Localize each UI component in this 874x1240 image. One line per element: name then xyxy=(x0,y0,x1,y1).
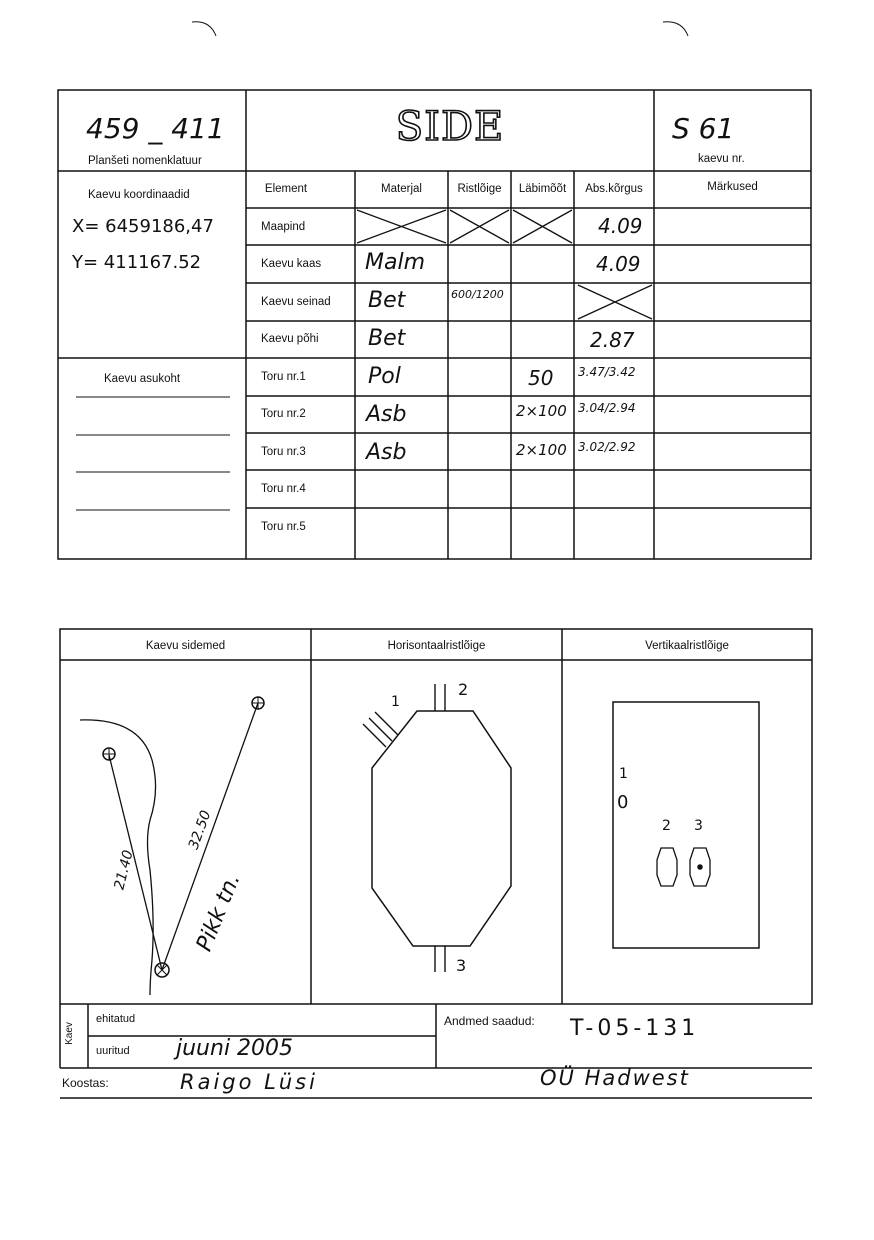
surveyed-value: juuni 2005 xyxy=(176,1036,294,1061)
panel-vertical-title: Vertikaalristlõige xyxy=(645,640,729,652)
cell-height: 3.04/2.94 xyxy=(578,401,636,415)
cell-diameter: 2×100 xyxy=(516,441,567,459)
cell-material: Bet xyxy=(368,326,406,351)
company-name: OÜ Hadwest xyxy=(540,1066,690,1090)
cell-material: Pol xyxy=(368,364,401,389)
pipe-label: 1 xyxy=(391,694,400,710)
cell-diameter: 50 xyxy=(528,366,554,390)
data-source-label: Andmed saadud: xyxy=(444,1014,535,1028)
well-number-label: kaevu nr. xyxy=(698,153,745,165)
row-label: Toru nr.1 xyxy=(261,371,306,383)
row-label: Kaevu põhi xyxy=(261,333,319,345)
built-label: ehitatud xyxy=(96,1013,136,1025)
compiled-label: Koostas: xyxy=(62,1076,109,1090)
pipe-label: 1 xyxy=(619,766,628,782)
panel-connections-title: Kaevu sidemed xyxy=(145,640,226,652)
col-cross-section: Ristlõige xyxy=(457,183,502,195)
nomenclature-label: Planšeti nomenklatuur xyxy=(88,155,202,167)
nomenclature-value: 459 _ 411 xyxy=(86,112,225,145)
pipe-label: 2 xyxy=(662,818,671,834)
col-abs-height: Abs.kõrgus xyxy=(585,183,643,195)
row-label: Toru nr.3 xyxy=(261,446,306,458)
col-remarks: Märkused xyxy=(707,181,758,193)
cell-material: Asb xyxy=(366,402,407,427)
cell-cross-section: 600/1200 xyxy=(451,288,504,301)
pipe-label: 3 xyxy=(456,956,467,975)
distance-label: 21.40 xyxy=(111,848,137,892)
distance-label: 32.50 xyxy=(185,808,215,852)
street-name: Pikk tn. xyxy=(191,870,246,955)
row-label: Toru nr.4 xyxy=(261,483,306,495)
cell-height: 3.02/2.92 xyxy=(578,440,636,454)
row-label: Toru nr.2 xyxy=(261,408,306,420)
page-title: SIDE xyxy=(395,104,505,150)
col-material: Materjal xyxy=(381,183,422,195)
row-label: Toru nr.5 xyxy=(261,521,306,533)
pipe-label: 3 xyxy=(694,818,703,834)
kaev-label: Kaev xyxy=(63,1022,75,1045)
cell-material: Bet xyxy=(368,288,406,313)
cell-height: 4.09 xyxy=(598,214,643,238)
row-label: Kaevu kaas xyxy=(261,258,322,270)
row-label: Maapind xyxy=(261,221,306,233)
col-diameter: Läbimõõt xyxy=(518,183,567,195)
pipe-marker: 0 xyxy=(617,792,629,813)
coord-y: Y= 411167.52 xyxy=(72,252,202,273)
surveyed-label: uuritud xyxy=(96,1045,130,1057)
cell-material: Asb xyxy=(366,440,407,465)
cell-height: 2.87 xyxy=(590,328,635,352)
well-number-value: S 61 xyxy=(672,112,735,145)
row-label: Kaevu seinad xyxy=(261,296,331,308)
coord-x: X= 6459186,47 xyxy=(72,216,214,237)
location-label: Kaevu asukoht xyxy=(104,373,181,385)
cell-diameter: 2×100 xyxy=(516,402,567,420)
col-element: Element xyxy=(264,183,308,195)
panel-horizontal-title: Horisontaalristlõige xyxy=(387,640,486,652)
coords-label: Kaevu koordinaadid xyxy=(88,189,190,201)
compiled-value: Raigo Lüsi xyxy=(180,1070,318,1094)
pipe-label: 2 xyxy=(458,680,469,699)
cell-height: 3.47/3.42 xyxy=(578,365,636,379)
data-source-value: T-05-131 xyxy=(570,1016,700,1041)
cell-material: Malm xyxy=(365,250,426,275)
cell-height: 4.09 xyxy=(596,252,641,276)
